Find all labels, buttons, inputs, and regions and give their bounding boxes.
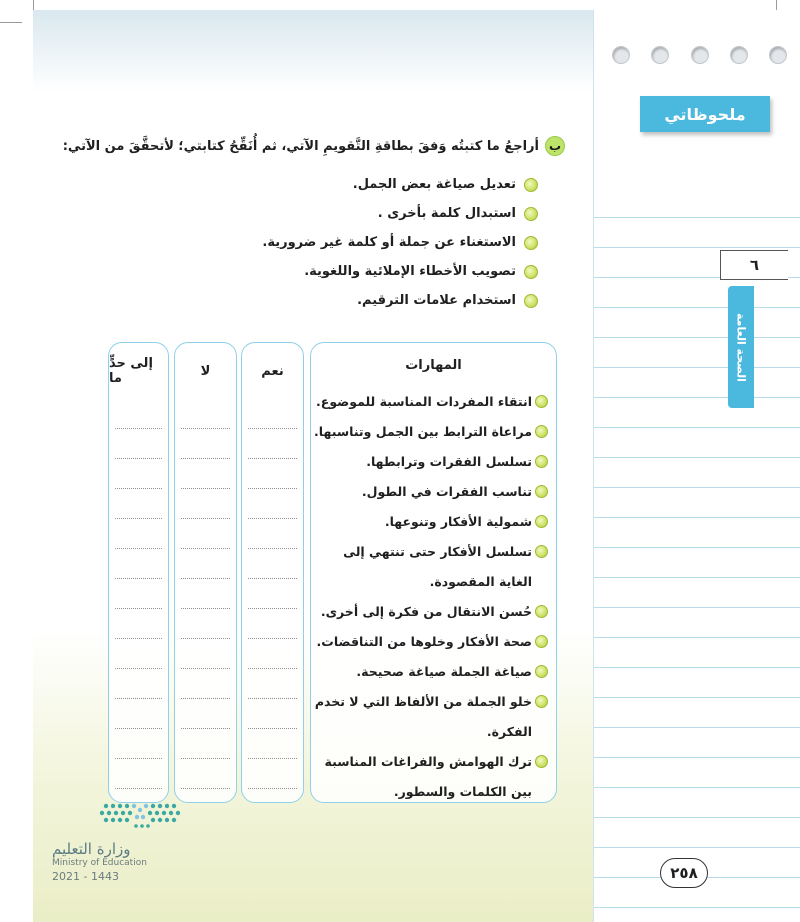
skill-text: مراعاة الترابط بين الجمل وتناسبها. — [314, 424, 532, 439]
skill-row — [311, 597, 548, 627]
list-item: الاستغناء عن جملة أو كلمة غير ضرورية. — [262, 228, 538, 257]
skill-row — [311, 747, 548, 803]
bullet-icon — [524, 294, 538, 308]
answer-line[interactable] — [109, 699, 168, 729]
skill-row — [311, 657, 548, 687]
answer-line[interactable] — [175, 459, 236, 489]
skill-text: حُسن الانتقال من فكرة إلى أخرى. — [320, 604, 532, 619]
answer-line[interactable] — [242, 609, 303, 639]
skill-row — [311, 537, 548, 597]
answer-line[interactable] — [175, 579, 236, 609]
skill-text: خلو الجملة من الألفاظ التي لا تخدم الفكرة. — [314, 694, 532, 739]
skill-row — [311, 627, 548, 657]
answer-line[interactable] — [175, 549, 236, 579]
notes-title: ملحوظاتي — [640, 96, 770, 132]
skill-row — [311, 387, 548, 417]
answer-line[interactable] — [242, 759, 303, 789]
crop-mark — [0, 22, 22, 23]
answer-lines — [109, 399, 168, 789]
answer-line[interactable] — [109, 579, 168, 609]
answer-line[interactable] — [109, 729, 168, 759]
bullet-icon — [535, 515, 548, 528]
list-item: تعديل صياغة بعض الجمل. — [262, 170, 538, 199]
check-list — [262, 170, 538, 315]
skill-text: تناسب الفقرات في الطول. — [361, 484, 532, 499]
answer-line[interactable] — [242, 579, 303, 609]
bullet-icon — [535, 545, 548, 558]
answer-line[interactable] — [242, 549, 303, 579]
bullet-icon — [535, 695, 548, 708]
answer-line[interactable] — [175, 519, 236, 549]
column-header-no: لا — [200, 363, 211, 379]
bullet-icon — [535, 455, 548, 468]
column-skills — [310, 342, 557, 803]
column-yes — [241, 342, 304, 803]
instruction — [63, 136, 565, 156]
instruction-badge: ب — [545, 136, 565, 156]
answer-line[interactable] — [109, 489, 168, 519]
skill-text: صحة الأفكار وخلوها من التناقضات. — [316, 634, 532, 649]
answer-line[interactable] — [109, 399, 168, 429]
answer-line[interactable] — [242, 669, 303, 699]
answer-line[interactable] — [175, 399, 236, 429]
instruction-text: أراجعُ ما كتبتُه وَفقَ بطاقةِ التَّقويمِ الآتي، ثم أُنَقِّحُ كتابتي؛ لأتحقَّقَ من الآتي: — [62, 138, 539, 154]
ministry-dots-icon — [96, 800, 184, 834]
column-header-yes: نعم — [261, 363, 284, 379]
column-header-skills: المهارات — [405, 357, 462, 373]
column-somewhat — [108, 342, 169, 803]
skill-row — [311, 687, 548, 747]
answer-line[interactable] — [109, 639, 168, 669]
answer-line[interactable] — [175, 729, 236, 759]
ministry-year: 2021 - 1443 — [52, 870, 119, 883]
notes-panel — [593, 10, 800, 922]
list-item: استخدام علامات الترقيم. — [262, 286, 538, 315]
skill-text: صياغة الجملة صياغة صحيحة. — [356, 664, 532, 679]
skill-row — [311, 477, 548, 507]
page-number: ٢٥٨ — [660, 858, 708, 888]
answer-line[interactable] — [109, 759, 168, 789]
bullet-icon — [524, 236, 538, 250]
answer-line[interactable] — [175, 609, 236, 639]
binder-holes — [612, 46, 787, 64]
bullet-icon — [535, 605, 548, 618]
answer-line[interactable] — [109, 609, 168, 639]
bullet-icon — [524, 207, 538, 221]
answer-line[interactable] — [175, 759, 236, 789]
skill-text: ترك الهوامش والفراغات المناسبة بين الكلمات والسطور. — [324, 754, 532, 799]
skill-text: تسلسل الأفكار حتى تنتهي إلى الغاية المقصودة. — [343, 544, 532, 589]
skill-row — [311, 507, 548, 537]
bullet-icon — [535, 485, 548, 498]
list-item: استبدال كلمة بأخرى . — [262, 199, 538, 228]
answer-line[interactable] — [175, 489, 236, 519]
bullet-icon — [535, 665, 548, 678]
answer-line[interactable] — [242, 639, 303, 669]
answer-line[interactable] — [109, 519, 168, 549]
ministry-name-en: Ministry of Education — [52, 858, 147, 868]
skill-text: انتقاء المفردات المناسبة للموضوع. — [316, 394, 532, 409]
bullet-icon — [524, 265, 538, 279]
answer-line[interactable] — [109, 429, 168, 459]
bullet-icon — [524, 178, 538, 192]
answer-line[interactable] — [242, 519, 303, 549]
unit-number: ٦ — [720, 250, 788, 280]
binder-hole — [730, 46, 748, 64]
unit-name: الصحة العامة — [734, 312, 748, 382]
ministry-name-ar: وزارة التعليم — [52, 840, 131, 858]
answer-line[interactable] — [109, 669, 168, 699]
answer-line[interactable] — [242, 459, 303, 489]
answer-lines — [242, 399, 303, 789]
skill-text: تسلسل الفقرات وترابطها. — [366, 454, 532, 469]
answer-lines — [175, 399, 236, 789]
answer-line[interactable] — [175, 429, 236, 459]
binder-hole — [769, 46, 787, 64]
skill-row — [311, 417, 548, 447]
skill-row — [311, 447, 548, 477]
skill-text: شمولية الأفكار وتنوعها. — [384, 514, 532, 529]
answer-line[interactable] — [242, 729, 303, 759]
answer-line[interactable] — [242, 429, 303, 459]
binder-hole — [651, 46, 669, 64]
bullet-icon — [535, 755, 548, 768]
column-no — [174, 342, 237, 803]
list-item: تصويب الأخطاء الإملائية واللغوية. — [262, 257, 538, 286]
answer-line[interactable] — [242, 489, 303, 519]
answer-line[interactable] — [242, 699, 303, 729]
answer-line[interactable] — [242, 399, 303, 429]
answer-line[interactable] — [175, 639, 236, 669]
answer-line[interactable] — [175, 669, 236, 699]
answer-line[interactable] — [109, 549, 168, 579]
bullet-icon — [535, 635, 548, 648]
bullet-icon — [535, 425, 548, 438]
answer-line[interactable] — [175, 699, 236, 729]
bullet-icon — [535, 395, 548, 408]
binder-hole — [612, 46, 630, 64]
skills-list — [311, 387, 556, 803]
binder-hole — [691, 46, 709, 64]
unit-tab — [728, 286, 754, 408]
column-header-somewhat: إلى حدٍّ ما — [109, 356, 153, 386]
answer-line[interactable] — [109, 459, 168, 489]
